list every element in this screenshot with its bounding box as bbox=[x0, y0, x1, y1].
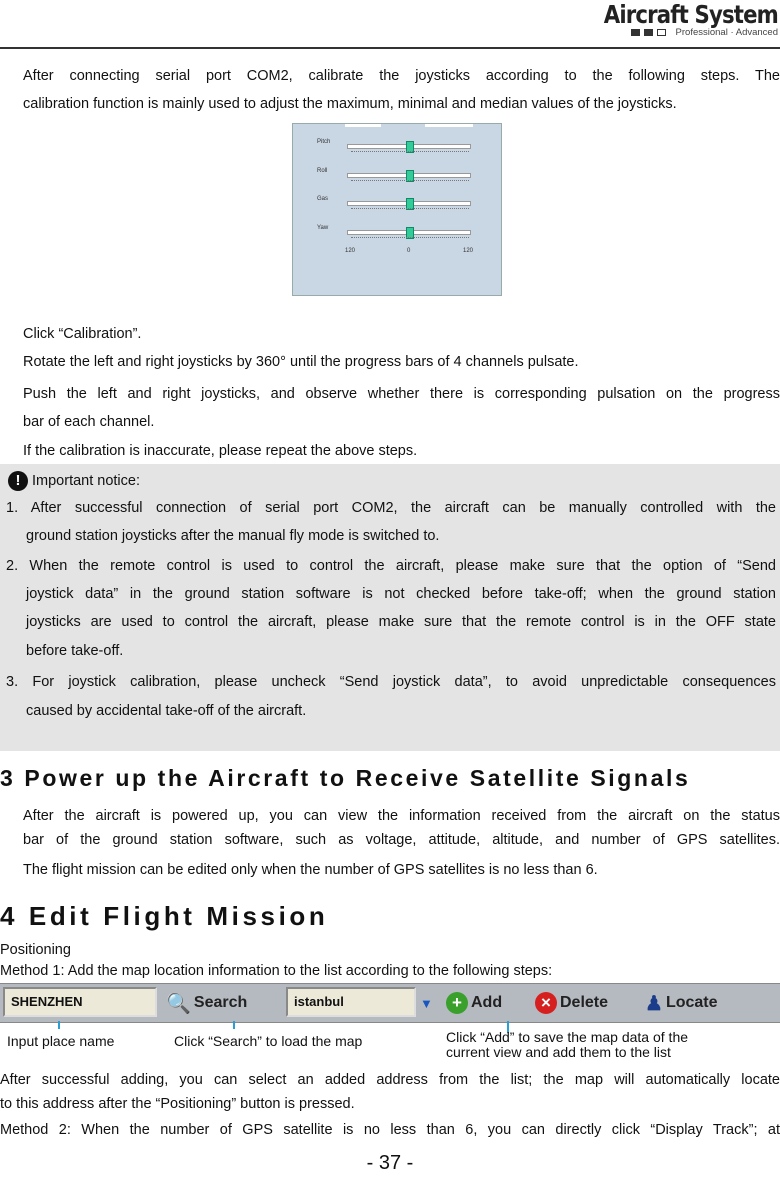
search-button-label: Search bbox=[193, 994, 248, 1011]
notice-title-row bbox=[8, 467, 140, 495]
place-list-select[interactable]: istanbul bbox=[286, 987, 416, 1017]
channel-label: Roll bbox=[317, 168, 328, 174]
notice-item-2-line-2: joystick data” in the ground station software is not checked before take-off; when the ground station bbox=[26, 586, 776, 602]
chevron-down-icon: ▼ bbox=[420, 995, 433, 1011]
notice-item-2-line-1: 2. When the remote control is used to control the aircraft, please make sure that the option of “Send bbox=[6, 558, 776, 574]
calibration-row bbox=[293, 168, 501, 182]
square-outline-icon bbox=[657, 29, 666, 36]
channel-label: Pitch bbox=[317, 139, 331, 145]
step-3-line-1: Push the left and right joysticks, and observe whether there is corresponding pulsation on the progress bbox=[23, 386, 780, 402]
channel-slider bbox=[347, 173, 471, 178]
notice-item-1-line-2: ground station joysticks after the manual fly mode is switched to. bbox=[26, 528, 440, 544]
scale-label: 0 bbox=[407, 248, 411, 254]
callout-add-line-1: Click “Add” to save the map data of the bbox=[446, 1029, 689, 1045]
notice-item-1-line-1: 1. After successful connection of serial port COM2, the aircraft can be manually controlled with the bbox=[6, 500, 776, 516]
channel-label: Gas bbox=[317, 196, 329, 202]
calibration-row bbox=[293, 225, 501, 239]
map-toolbar-image bbox=[0, 983, 780, 1023]
callout-input-place: Input place name bbox=[7, 1033, 115, 1049]
callout-add-line-2: current view and add them to the list bbox=[446, 1044, 671, 1060]
section-3-para-1-line-1: After the aircraft is powered up, you can view the information received from the aircraft on the status bbox=[23, 808, 780, 824]
add-button[interactable] bbox=[446, 988, 502, 1018]
after-para-1-line-2: to this address after the “Positioning” button is pressed. bbox=[0, 1096, 355, 1112]
callout-line bbox=[58, 1021, 60, 1029]
brand-logo: Aircraft System bbox=[603, 0, 778, 29]
page-number: - 37 - bbox=[366, 1152, 414, 1174]
scale-label: 120 bbox=[345, 248, 356, 254]
method-1-text: Method 1: Add the map location information to the list according to the following steps: bbox=[0, 963, 553, 979]
exclamation-icon: ! bbox=[8, 471, 28, 491]
notice-item-2-line-3: joysticks are used to control the aircraft, please make sure that the remote control is in the OFF state bbox=[26, 614, 776, 630]
delete-button-label: Delete bbox=[560, 994, 609, 1011]
channel-slider bbox=[347, 230, 471, 235]
header-divider bbox=[0, 47, 780, 49]
locate-button[interactable] bbox=[645, 988, 718, 1018]
locate-button-label: Locate bbox=[665, 994, 718, 1011]
section-3-para-2: The flight mission can be edited only when the number of GPS satellites is no less than 6. bbox=[23, 862, 598, 878]
callout-line bbox=[233, 1021, 235, 1029]
after-para-1-line-1: After successful adding, you can select an added address from the list; the map will automatically locate bbox=[0, 1072, 780, 1088]
tagline-text: Professional · Advanced bbox=[675, 27, 778, 38]
close-icon: × bbox=[535, 992, 557, 1014]
square-icon bbox=[644, 29, 653, 36]
channel-label: Yaw bbox=[317, 225, 329, 231]
add-button-label: Add bbox=[471, 994, 503, 1011]
method-2-text: Method 2: When the number of GPS satellite is no less than 6, you can directly click “Display Track”; at bbox=[0, 1122, 780, 1138]
positioning-label: Positioning bbox=[0, 942, 71, 958]
step-1: Click “Calibration”. bbox=[23, 326, 142, 342]
search-button[interactable] bbox=[166, 988, 247, 1018]
calibration-row bbox=[293, 196, 501, 210]
notice-title: Important notice: bbox=[32, 473, 140, 489]
important-notice-box bbox=[0, 464, 780, 751]
person-pin-icon: ♟ bbox=[645, 992, 663, 1015]
step-4: If the calibration is inaccurate, please repeat the above steps. bbox=[23, 443, 418, 459]
place-name-input[interactable]: SHENZHEN bbox=[3, 987, 157, 1017]
brand-tagline bbox=[631, 27, 778, 38]
section-4-heading: 4 Edit Flight Mission bbox=[0, 901, 329, 931]
magnifier-icon: 🔍 bbox=[166, 992, 191, 1015]
calibration-row bbox=[293, 139, 501, 153]
delete-button[interactable] bbox=[535, 988, 608, 1018]
notice-item-3-line-2: caused by accidental take-off of the aircraft. bbox=[26, 703, 307, 719]
intro-line-2: calibration function is mainly used to adjust the maximum, minimal and median values of the joysticks. bbox=[23, 96, 677, 112]
step-3-line-2: bar of each channel. bbox=[23, 414, 155, 430]
plus-icon: + bbox=[446, 992, 468, 1014]
intro-line-1: After connecting serial port COM2, calibrate the joysticks according to the following steps. The bbox=[23, 68, 780, 84]
notice-item-3-line-1: 3. For joystick calibration, please uncheck “Send joystick data”, to avoid unpredictable consequences bbox=[6, 674, 776, 690]
callout-search: Click “Search” to load the map bbox=[174, 1033, 363, 1049]
calibration-panel-image bbox=[292, 123, 502, 296]
channel-slider bbox=[347, 144, 471, 149]
square-icon bbox=[631, 29, 640, 36]
channel-slider bbox=[347, 201, 471, 206]
step-2: Rotate the left and right joysticks by 360° until the progress bars of 4 channels pulsate. bbox=[23, 354, 579, 370]
section-3-para-1-line-2: bar of the ground station software, such as voltage, attitude, altitude, and number of GPS satellites. bbox=[23, 832, 780, 848]
section-3-heading: 3 Power up the Aircraft to Receive Satellite Signals bbox=[0, 765, 691, 791]
notice-item-2-line-4: before take-off. bbox=[26, 643, 124, 659]
scale-label: 120 bbox=[463, 248, 474, 254]
dropdown-button[interactable] bbox=[420, 988, 433, 1018]
